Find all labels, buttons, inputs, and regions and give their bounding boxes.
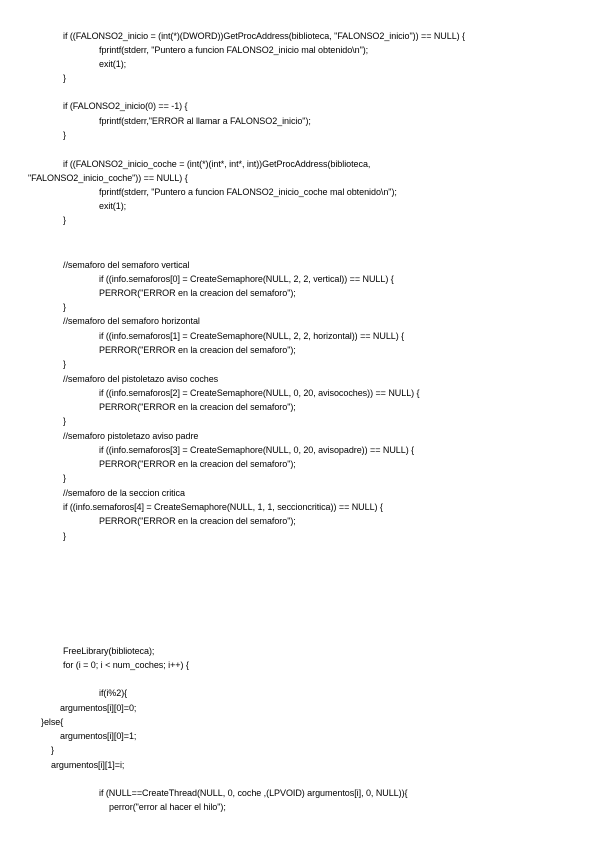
code-line: FreeLibrary(biblioteca); bbox=[63, 646, 155, 656]
code-line: PERROR("ERROR en la creacion del semaforo"); bbox=[99, 402, 296, 412]
code-line: } bbox=[63, 359, 66, 369]
code-line: argumentos[i][0]=1; bbox=[60, 731, 137, 741]
code-line: if ((info.semaforos[0] = CreateSemaphore(NULL, 2, 2, vertical)) == NULL) { bbox=[99, 274, 394, 284]
code-line: } bbox=[51, 745, 54, 755]
code-line: "FALONSO2_inicio_coche")) == NULL) { bbox=[28, 173, 188, 183]
code-comment: //semaforo de la seccion critica bbox=[63, 488, 185, 498]
code-line: fprintf(stderr, "Puntero a funcion FALONSO2_inicio mal obtenido\n"); bbox=[99, 45, 369, 55]
code-line: PERROR("ERROR en la creacion del semaforo"); bbox=[99, 345, 296, 355]
code-line: for (i = 0; i < num_coches; i++) { bbox=[63, 660, 189, 670]
code-line: exit(1); bbox=[99, 59, 127, 69]
code-line: PERROR("ERROR en la creacion del semaforo"); bbox=[99, 516, 296, 526]
code-line: exit(1); bbox=[99, 201, 127, 211]
code-line: if (FALONSO2_inicio(0) == -1) { bbox=[63, 101, 188, 111]
code-line: if ((FALONSO2_inicio_coche = (int(*)(int*, int*, int))GetProcAddress(biblioteca, bbox=[63, 159, 371, 169]
code-line: if (NULL==CreateThread(NULL, 0, coche ,(LPVOID) argumentos[i], 0, NULL)){ bbox=[99, 788, 408, 798]
code-line: PERROR("ERROR en la creacion del semaforo"); bbox=[99, 288, 296, 298]
code-line: fprintf(stderr, "Puntero a funcion FALONSO2_inicio_coche mal obtenido\n"); bbox=[99, 187, 397, 197]
code-line: fprintf(stderr,"ERROR al llamar a FALONSO2_inicio"); bbox=[99, 116, 311, 126]
code-line: if ((info.semaforos[3] = CreateSemaphore(NULL, 0, 20, avisopadre)) == NULL) { bbox=[99, 445, 415, 455]
code-line: if ((info.semaforos[1] = CreateSemaphore(NULL, 2, 2, horizontal)) == NULL) { bbox=[99, 331, 405, 341]
code-line: argumentos[i][0]=0; bbox=[60, 703, 137, 713]
code-line: perror("error al hacer el hilo"); bbox=[109, 802, 226, 812]
code-line: } bbox=[63, 302, 66, 312]
code-line: } bbox=[63, 215, 66, 225]
code-comment: //semaforo pistoletazo aviso padre bbox=[63, 431, 199, 441]
code-comment: //semaforo del semaforo horizontal bbox=[63, 316, 200, 326]
code-line: if ((info.semaforos[2] = CreateSemaphore(NULL, 0, 20, avisocoches)) == NULL) { bbox=[99, 388, 420, 398]
code-line: } bbox=[63, 130, 66, 140]
code-line: } bbox=[63, 531, 66, 541]
code-line: } bbox=[63, 473, 66, 483]
code-line: if(i%2){ bbox=[99, 688, 128, 698]
code-line: argumentos[i][1]=i; bbox=[51, 760, 125, 770]
code-comment: //semaforo del semaforo vertical bbox=[63, 260, 190, 270]
code-line: if ((info.semaforos[4] = CreateSemaphore(NULL, 1, 1, seccioncritica)) == NULL) { bbox=[63, 502, 383, 512]
code-comment: //semaforo del pistoletazo aviso coches bbox=[63, 374, 219, 384]
code-line: } bbox=[63, 416, 66, 426]
code-line: PERROR("ERROR en la creacion del semaforo"); bbox=[99, 459, 296, 469]
code-line: if ((FALONSO2_inicio = (int(*)(DWORD))GetProcAddress(biblioteca, "FALONSO2_inicio")) == NULL) { bbox=[63, 31, 466, 41]
code-line: } bbox=[63, 73, 66, 83]
code-line: }else{ bbox=[41, 717, 64, 727]
